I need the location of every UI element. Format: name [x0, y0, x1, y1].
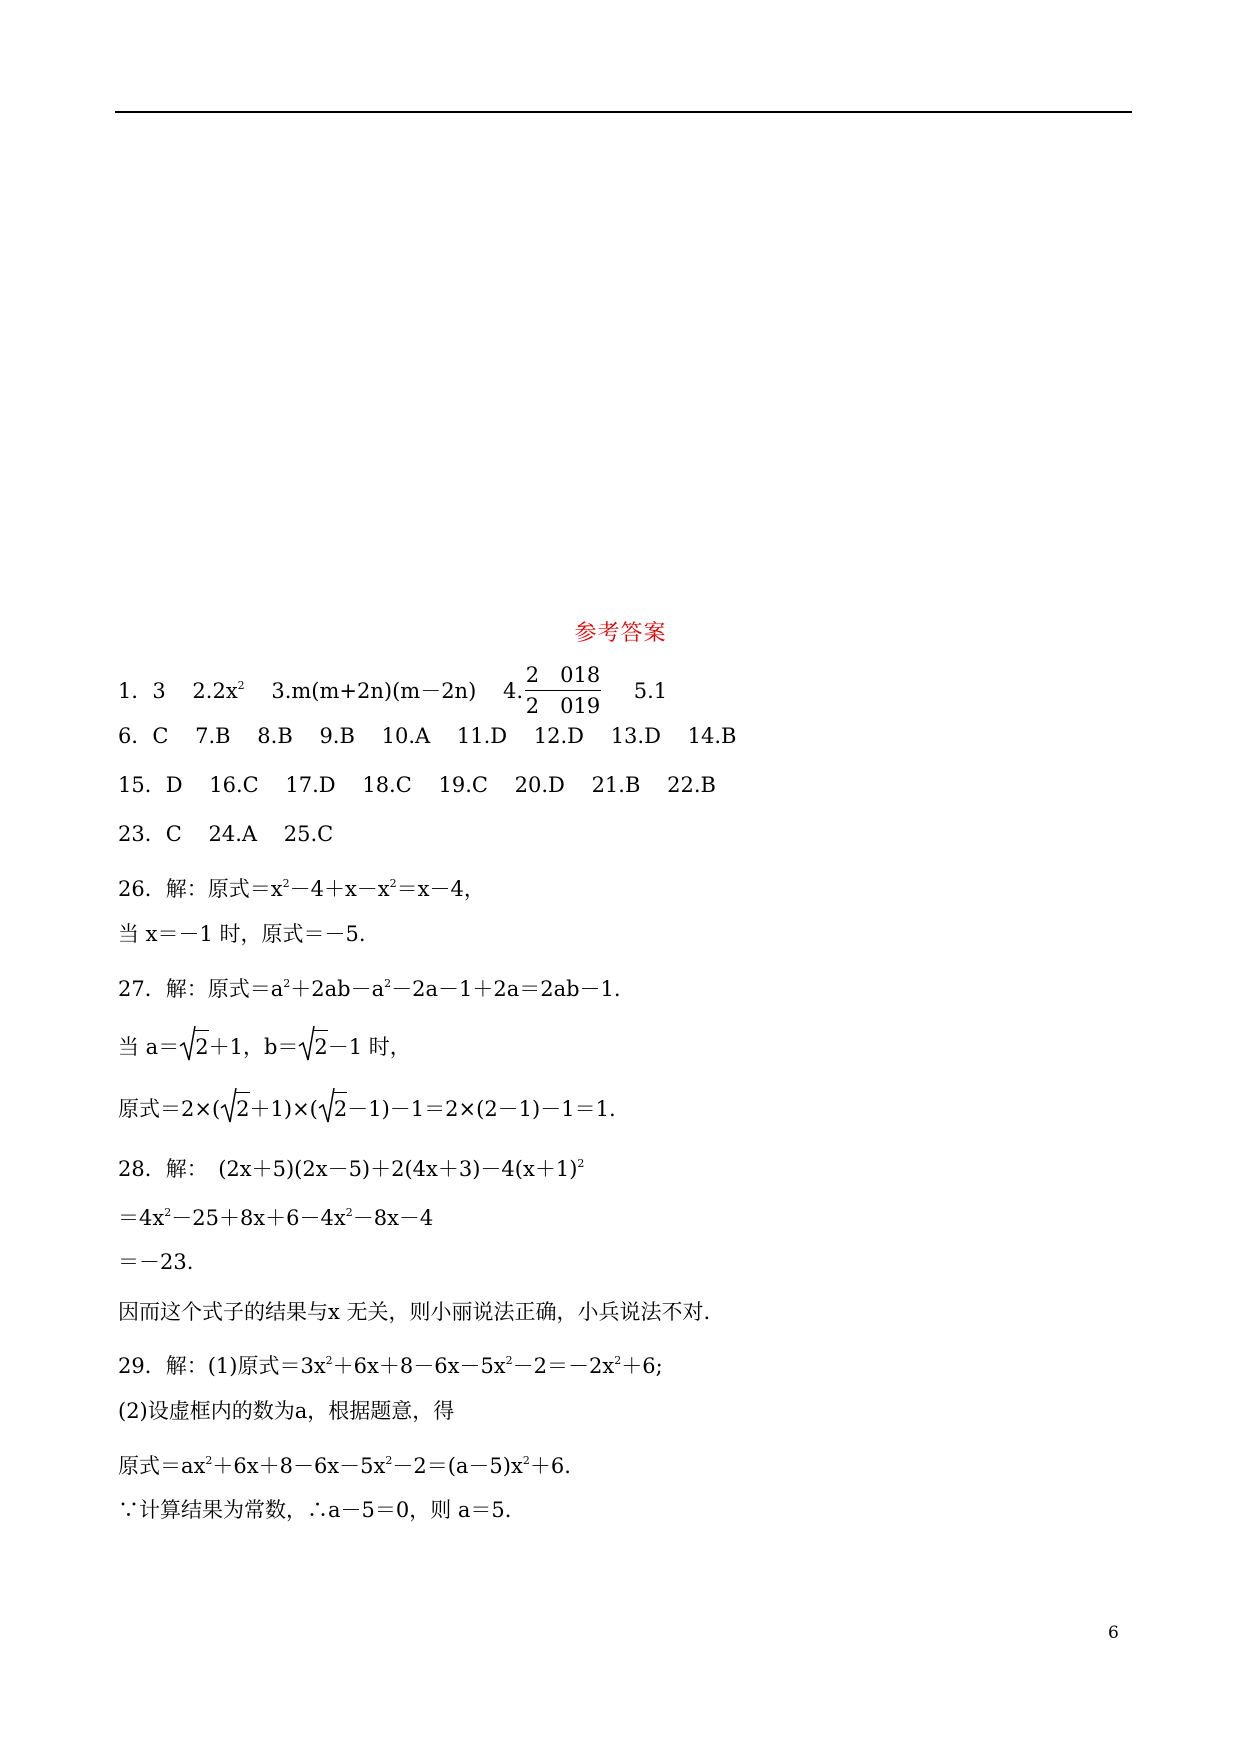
answers-row-2: [118, 722, 736, 750]
answers-row-4: [118, 820, 333, 848]
sqrt-symbol: 2: [179, 1030, 208, 1061]
answer-3: 3.m(m+2n)(m－2n): [271, 679, 477, 703]
q27-line-1: 27．解：原式＝a2＋2ab－a2－2a－1＋2a＝2ab－1.: [118, 977, 621, 1001]
answer-5: 5.1: [633, 679, 668, 703]
answer-item: 10.A: [381, 724, 431, 748]
header-rule: [115, 111, 1132, 113]
q29-line-1: 29．解：(1)原式＝3x2＋6x＋8－6x－5x2－2＝－2x2＋6;: [118, 1354, 663, 1378]
q28-line-2: ＝4x2－25＋8x＋6－4x2－8x－4: [118, 1206, 434, 1230]
q27-line-2: 当 a＝ 2＋1，b＝ 2－1 时，: [118, 1030, 411, 1061]
answer-item: 11.D: [456, 724, 508, 748]
q29-line-2: (2)设虚框内的数为a，根据题意，得: [118, 1399, 455, 1423]
q29-line-3: 原式＝ax2＋6x＋8－6x－5x2－2＝(a－5)x2＋6.: [118, 1454, 571, 1478]
answer-item: 6．C: [118, 724, 169, 748]
answer-item: 23．C: [118, 822, 182, 846]
answer-item: 22.B: [667, 773, 716, 797]
answer-item: 14.B: [687, 724, 737, 748]
fraction: $\frac{2 018}{2 019}$: [525, 663, 601, 718]
answer-1: 1．3: [118, 679, 166, 703]
answer-item: 15．D: [118, 773, 183, 797]
answer-item: 17.D: [285, 773, 336, 797]
sqrt-symbol: 2: [318, 1092, 347, 1123]
answer-item: 12.D: [533, 724, 584, 748]
q28-line-4: 因而这个式子的结果与x 无关，则小丽说法正确，小兵说法不对.: [118, 1300, 711, 1324]
q28-line-1: 28．解： (2x＋5)(2x－5)＋2(4x＋3)－4(x＋1)2: [118, 1157, 585, 1181]
page-number: 6: [1108, 1623, 1119, 1643]
q28-line-3: ＝－23.: [118, 1250, 194, 1274]
answer-item: 20.D: [514, 773, 565, 797]
answer-2: 2.2x2: [192, 679, 245, 703]
answer-item: 7.B: [195, 724, 231, 748]
q26-line-1: 26．解：原式＝x2－4＋x－x2＝x－4，: [118, 877, 485, 901]
q26-line-2: 当 x＝－1 时，原式＝－5.: [118, 922, 366, 946]
answers-row-3: [118, 771, 716, 799]
page-title: 参考答案: [574, 621, 667, 646]
answer-item: 19.C: [438, 773, 488, 797]
answers-row-1: [118, 662, 667, 723]
q27-line-3: 原式＝2×( 2＋1)×( 2－1)－1＝2×(2－1)－1＝1.: [118, 1092, 616, 1123]
q29-line-4: ∵计算结果为常数，∴a－5＝0，则 a＝5.: [118, 1498, 512, 1522]
answer-4: 4. $\frac{2 018}{2 019}$: [503, 662, 607, 723]
sqrt-symbol: 2: [220, 1092, 249, 1123]
answer-item: 16.C: [209, 773, 259, 797]
answer-item: 24.A: [208, 822, 258, 846]
answer-item: 9.B: [319, 724, 355, 748]
answer-item: 21.B: [591, 773, 641, 797]
answer-item: 18.C: [362, 773, 412, 797]
answer-item: 25.C: [283, 822, 334, 846]
answer-item: 8.B: [257, 724, 293, 748]
answer-item: 13.D: [610, 724, 661, 748]
sqrt-symbol: 2: [298, 1030, 327, 1061]
